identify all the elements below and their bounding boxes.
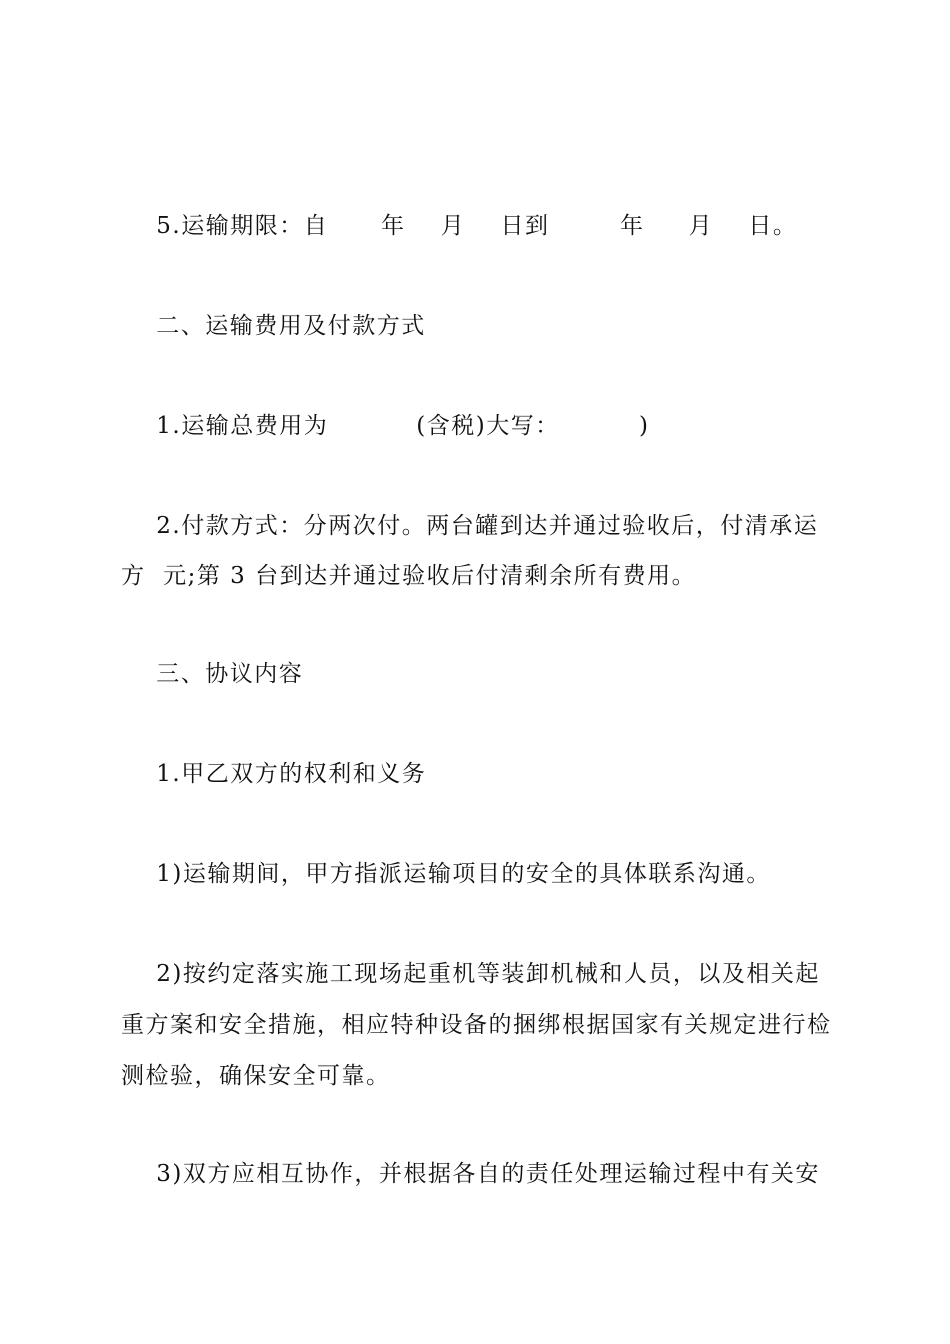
section-heading-agreement: 三、协议内容 xyxy=(121,661,304,687)
clause-total-fee: 1.运输总费用为 (含税)大写： ) xyxy=(121,413,650,439)
clause-item-2: 2)按约定落实施工现场起重机等装卸机械和人员，以及相关起 xyxy=(121,961,820,987)
clause-rights-duties: 1.甲乙双方的权利和义务 xyxy=(121,761,427,787)
clause-item-3: 3)双方应相互协作，并根据各自的责任处理运输过程中有关安 xyxy=(121,1161,820,1187)
clause-item-2-cont: 测检验，确保安全可靠。 xyxy=(121,1063,391,1089)
clause-payment-method: 2.付款方式：分两次付。两台罐到达并通过验收后，付清承运 xyxy=(121,513,819,539)
clause-payment-method-cont: 方 元;第 3 台到达并通过验收后付清剩余所有费用。 xyxy=(121,563,697,589)
clause-item-1: 1)运输期间，甲方指派运输项目的安全的具体联系沟通。 xyxy=(121,861,771,887)
clause-transport-period: 5.运输期限：自 年 月 日到 年 月 日。 xyxy=(121,213,798,239)
section-heading-fees: 二、运输费用及付款方式 xyxy=(121,313,426,339)
clause-item-2-cont: 重方案和安全措施，相应特种设备的捆绑根据国家有关规定进行检 xyxy=(121,1012,832,1038)
